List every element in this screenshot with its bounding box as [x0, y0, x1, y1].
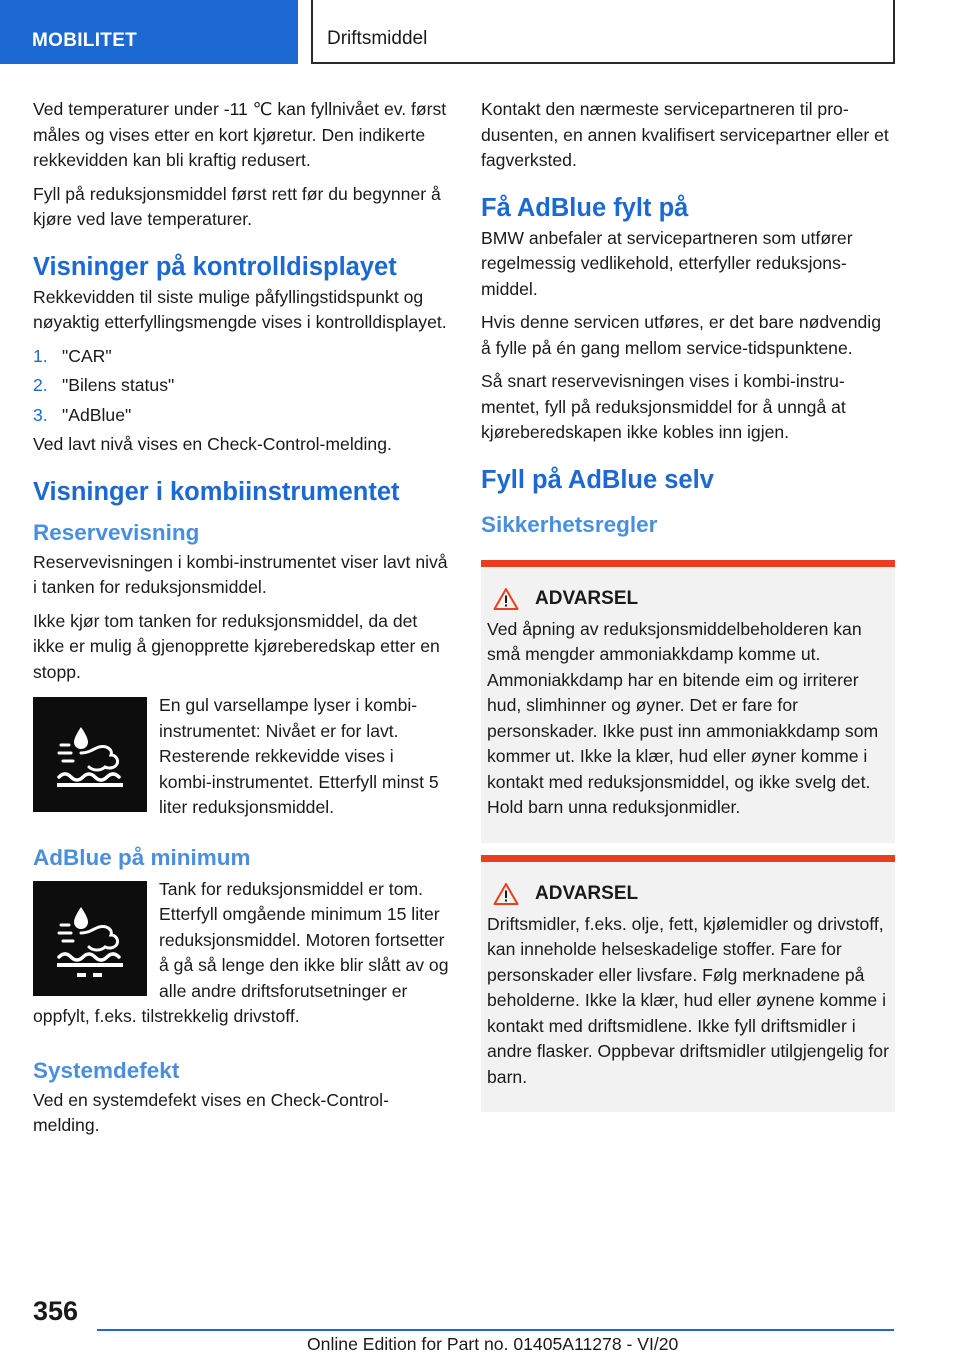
heading-systemdefekt: Systemdefekt: [33, 1057, 180, 1083]
warning-box: [481, 560, 895, 843]
heading-kombiinstrument: Visninger i kombiinstrumentet: [33, 477, 400, 506]
chapter-title: Driftsmiddel: [327, 28, 428, 49]
figure-caption: Tank for reduksjonsmiddel er tom. Etterfyll omgående minimum 15 liter reduksjonsmiddel. Motoren fortsetter å gå så lenge den ikke blir slått av og alle andre driftsforutsetninger er oppfylt, f.eks. tilstrekkelig drivstoff.: [33, 878, 449, 1026]
step-number: 3.: [33, 404, 48, 425]
warning-title: ADVARSEL: [535, 587, 639, 609]
heading-reservevisning: Reservevisning: [33, 519, 200, 545]
warning-header: [493, 882, 889, 906]
paragraph: Ved en systemdefekt vises en Check-Control-melding.: [33, 1089, 389, 1135]
figure-minimum: [33, 877, 450, 1034]
warning-text: Driftsmidler, f.eks. olje, fett, kjølemidler og drivstoff, kan inneholde helseskadelige stoffer. Fare for personskader eller livsfare. Følg merknadene på beholderne. Ikke la klær, hud eller øynene komme i kontakt med driftsmidlene. Ikke fyll driftsmidler i andre flasker. Oppbevar driftsmidler utilgjengelig for barn.: [487, 913, 889, 1087]
figure-reserve: [33, 693, 450, 825]
footer-divider: [97, 1329, 894, 1331]
warning-triangle-icon: [493, 882, 519, 906]
paragraph: Hvis denne servicen utføres, er det bare nødvendig å fylle på én gang mellom service-tidspunktene.: [481, 312, 881, 358]
heading-kontrolldisplay: Visninger på kontrolldisplayet: [33, 252, 397, 281]
step-text: "CAR": [62, 345, 112, 366]
edition-note: Online Edition for Part no. 01405A11278 - VI/20: [307, 1334, 679, 1354]
paragraph: Ikke kjør tom tanken for reduksjonsmiddel, da det ikke er mulig å gjenopprette kjøreberedskap etter en stopp.: [33, 610, 440, 682]
paragraph: Ved temperaturer under -11 ℃ kan fyllnivået ev. først måles og vises etter en kort kjøretur. Den indikerte rekkevidden kan bli kraftig redusert.: [33, 99, 447, 170]
chapter-tab: [311, 0, 895, 64]
warning-title: ADVARSEL: [535, 882, 639, 904]
warning-box: [481, 855, 895, 1113]
paragraph: Ved lavt nivå vises en Check-Control-melding.: [33, 434, 392, 454]
adblue-minimum-icon: [33, 881, 147, 996]
warning-header: [493, 587, 889, 611]
left-column: [33, 97, 450, 1147]
step-text: "Bilens status": [62, 375, 175, 395]
section-title: MOBILITET: [32, 30, 138, 51]
step-list: [33, 344, 450, 429]
warning-triangle-icon: [493, 587, 519, 611]
page-number: 356: [33, 1296, 79, 1326]
adblue-warning-icon: [33, 697, 147, 812]
heading-fylt-pa: Få AdBlue fylt på: [481, 193, 689, 222]
step-text: "AdBlue": [62, 404, 132, 425]
step-number: 2.: [33, 375, 48, 395]
heading-minimum: AdBlue på minimum: [33, 844, 251, 870]
step-item: [33, 344, 450, 370]
paragraph: BMW anbefaler at servicepartneren som utfører regelmessig vedlikehold, etterfyller reduksjonsmiddel.: [481, 227, 853, 299]
step-item: [33, 403, 450, 429]
right-column: [481, 97, 895, 1112]
heading-sikkerhetsregler: Sikkerhetsregler: [481, 511, 658, 537]
step-item: [33, 373, 450, 399]
warning-text: Ved åpning av reduksjonsmiddelbeholderen kan små mengder ammoniakkdamp komme ut. Ammoniakkdamp har en bitende eim og irriterer hud, slimhinner og øyner. Det er fare for personskader. Ikke pust inn ammoniakkdamp som kommer ut. Ikke la klær, hud eller øyner komme i kontakt med reduksjonsmiddel, og ikke svelg det. Hold barn unna reduksjonmidler.: [487, 618, 879, 817]
figure-caption: En gul varsellampe lyser i kombiinstrumentet: Nivået er for lavt. Resterende rekkevidde vises i kombi-instrumentet. Etterfyll minst 5 liter reduksjonsmiddel.: [159, 695, 439, 817]
paragraph: Så snart reservevisningen vises i kombi-instrumentet, fyll på reduksjonsmiddel for å unngå at kjøreberedskapen ikke kobles inn igjen.: [481, 371, 846, 442]
paragraph: Kontakt den nærmeste servicepartneren til produsenten, en annen kvalifisert servicepartner eller et fagverksted.: [481, 99, 889, 170]
section-tab: [0, 0, 298, 64]
paragraph: Reservevisningen i kombi-instrumentet viser lavt nivå i tanken for reduksjonsmiddel.: [33, 551, 448, 597]
paragraph: Rekkevidden til siste mulige påfyllingstidspunkt og nøyaktig etterfyllingsmengde vises i kontrolldisplayet.: [33, 286, 447, 332]
step-number: 1.: [33, 345, 48, 366]
heading-fyll-selv: Fyll på AdBlue selv: [481, 465, 714, 494]
paragraph: Fyll på reduksjonsmiddel først rett før du begynner å kjøre ved lave temperaturer.: [33, 183, 441, 229]
